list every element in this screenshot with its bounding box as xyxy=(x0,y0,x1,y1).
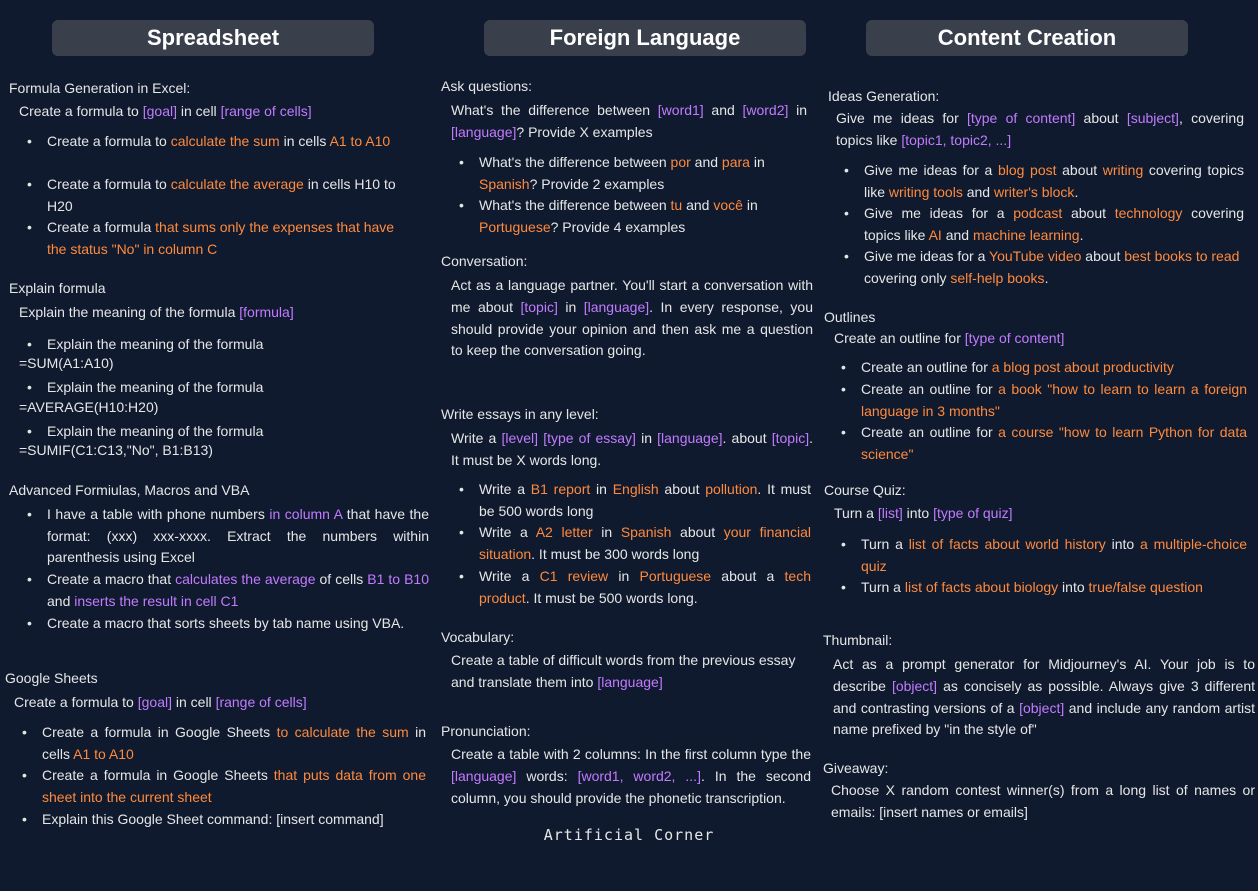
section-title-outlines: Outlines xyxy=(824,309,876,325)
prompt-conversation: Act as a language partner. You'll start a conversation with me about [topic] in [language]. In every response, you should provide your opinion and then ask me a question to keep the conversation going. xyxy=(451,277,813,359)
list-item: • Explain this Google Sheet command: [insert command] xyxy=(22,811,384,827)
list-item: • Create a macro that sorts sheets by tab name using VBA. xyxy=(27,615,405,631)
list-item: • Explain the meaning of the formula xyxy=(27,379,264,395)
list-item: • Explain the meaning of the formula xyxy=(27,423,264,439)
prompt-google-sheets: Create a formula to [goal] in cell [range of cells] xyxy=(14,694,307,710)
section-title-advanced: Advanced Formiulas, Macros and VBA xyxy=(9,482,250,498)
prompt-vocabulary: Create a table of difficult words from the previous essay and translate them into [language] xyxy=(451,652,796,690)
prompt-essays: Write a [level] [type of essay] in [language]. about [topic]. It must be X words long. xyxy=(451,430,813,468)
formula-text: =SUM(A1:A10) xyxy=(19,355,114,371)
list-item: • Write a A2 letter in Spanish about your financial situation. It must be 300 words long xyxy=(459,524,811,562)
list-item: • Write a C1 review in Portuguese about a tech product. It must be 500 words long. xyxy=(459,568,811,606)
section-title-course-quiz: Course Quiz: xyxy=(824,482,906,498)
list-item: • Give me ideas for a blog post about writing covering topics like writing tools and writer's block. xyxy=(844,162,1244,200)
section-title-giveaway: Giveaway: xyxy=(823,760,889,776)
prompt-pronunciation: Create a table with 2 columns: In the first column type the [language] words: [word1, word2, ...]. In the second column, you should provide the phonetic transcription. xyxy=(451,746,812,806)
prompt-explain-formula: Explain the meaning of the formula [formula] xyxy=(19,304,294,320)
section-title-conversation: Conversation: xyxy=(441,253,528,269)
list-item: • Create a formula in Google Sheets that puts data from one sheet into the current sheet xyxy=(22,767,426,805)
section-title-explain-formula: Explain formula xyxy=(9,280,106,296)
section-title-formula-generation: Formula Generation in Excel: xyxy=(9,80,191,96)
section-title-essays: Write essays in any level: xyxy=(441,406,599,422)
list-item: • Turn a list of facts about biology into true/false question xyxy=(841,579,1203,595)
list-item: • Create an outline for a book "how to learn to learn a foreign language in 3 months" xyxy=(841,381,1247,419)
section-title-ask-questions: Ask questions: xyxy=(441,78,533,94)
header-content-creation: Content Creation xyxy=(866,20,1188,56)
list-item: • Create a formula that sums only the expenses that have the status "No" in column C xyxy=(27,219,395,257)
prompt-ask-questions: What's the difference between [word1] and [word2] in [language]? Provide X examples xyxy=(451,102,807,140)
header-foreign-language: Foreign Language xyxy=(484,20,806,56)
section-title-ideas: Ideas Generation: xyxy=(828,88,940,104)
prompt-ideas: Give me ideas for [type of content] about [subject], covering topics like [topic1, topic2, ...] xyxy=(836,110,1244,148)
prompt-thumbnail: Act as a prompt generator for Midjourney's AI. Your job is to describe [object] as concisely as possible. Always give 3 different and contrasting versions of a [object] and include any random artist name prefixed by "in the style of" xyxy=(833,656,1255,738)
prompt-formula-generation: Create a formula to [goal] in cell [range of cells] xyxy=(19,103,312,119)
section-title-vocabulary: Vocabulary: xyxy=(441,629,515,645)
section-title-google-sheets: Google Sheets xyxy=(5,670,98,686)
list-item: • Create a formula to calculate the sum in cells A1 to A10 xyxy=(27,133,391,149)
list-item: • Give me ideas for a YouTube video about best books to read covering only self-help books. xyxy=(844,248,1240,286)
list-item: • Create an outline for a blog post about productivity xyxy=(841,359,1174,375)
list-item: • What's the difference between tu and você in Portuguese? Provide 4 examples xyxy=(459,197,758,235)
footer-brand: Artificial Corner xyxy=(543,826,715,844)
section-title-pronunciation: Pronunciation: xyxy=(441,723,531,739)
list-item: • What's the difference between por and para in Spanish? Provide 2 examples xyxy=(459,154,765,192)
list-item: • I have a table with phone numbers in column A that have the format: (xxx) xxx-xxxx. Extract the numbers within parenthesis using Excel xyxy=(27,506,429,565)
section-title-thumbnail: Thumbnail: xyxy=(823,632,893,648)
list-item: • Turn a list of facts about world history into a multiple-choice quiz xyxy=(841,536,1247,574)
prompt-giveaway: Choose X random contest winner(s) from a long list of names or emails: [insert names or emails] xyxy=(831,782,1255,820)
list-item: • Give me ideas for a podcast about technology covering topics like AI and machine learning. xyxy=(844,205,1245,243)
list-item: • Write a B1 report in English about pollution. It must be 500 words long xyxy=(459,481,811,519)
header-spreadsheet: Spreadsheet xyxy=(52,20,374,56)
formula-text: =AVERAGE(H10:H20) xyxy=(19,399,159,415)
list-item: • Create a formula in Google Sheets to calculate the sum in cells A1 to A10 xyxy=(22,724,426,762)
formula-text: =SUMIF(C1:C13,"No", B1:B13) xyxy=(19,442,213,458)
list-item: • Explain the meaning of the formula xyxy=(27,336,264,352)
prompt-outlines: Create an outline for [type of content] xyxy=(834,330,1065,346)
list-item: • Create a macro that calculates the average of cells B1 to B10 and inserts the result in cell C1 xyxy=(27,571,429,609)
list-item: • Create a formula to calculate the average in cells H10 to H20 xyxy=(27,176,396,214)
prompt-course-quiz: Turn a [list] into [type of quiz] xyxy=(834,505,1013,521)
list-item: • Create an outline for a course "how to learn Python for data science" xyxy=(841,424,1247,462)
